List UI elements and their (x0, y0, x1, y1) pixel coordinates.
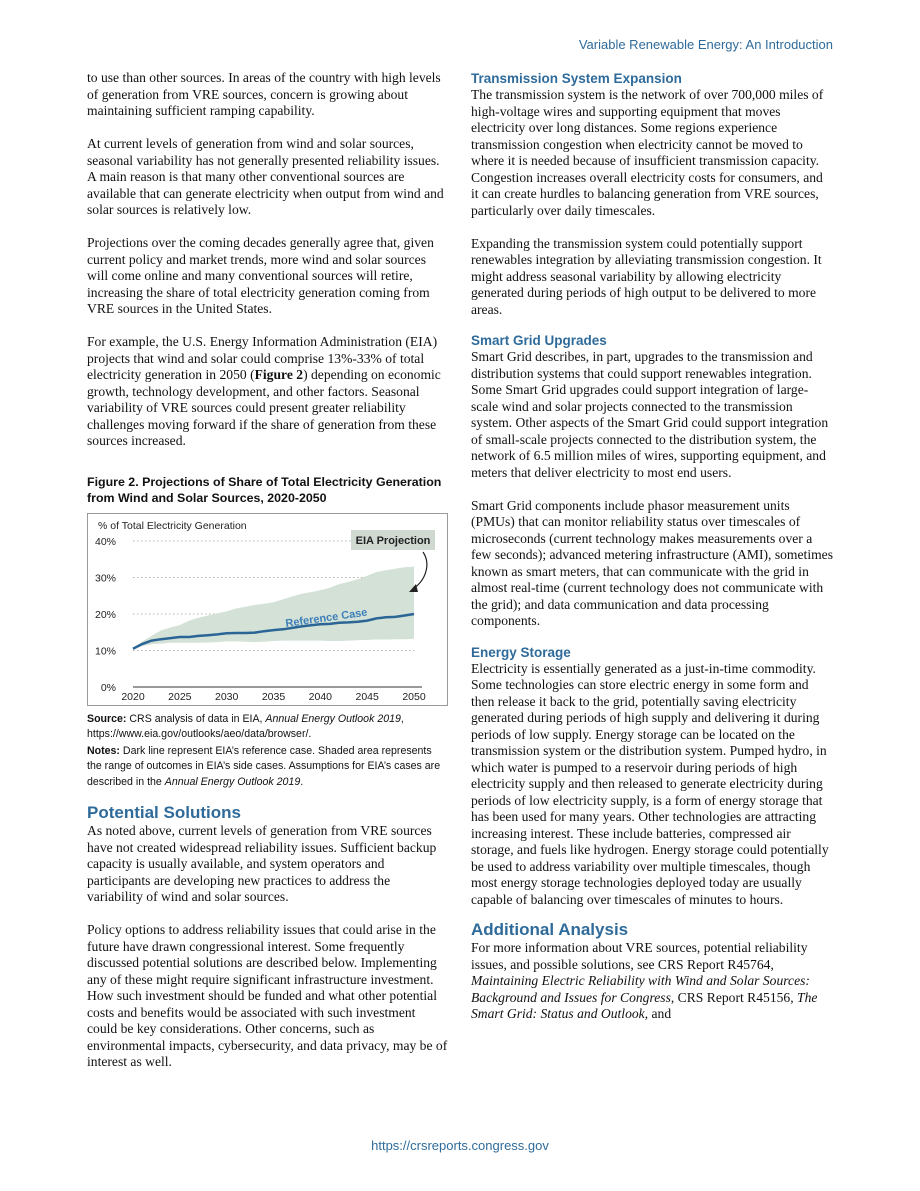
notes-label: Notes: (87, 744, 120, 757)
footer-url[interactable]: https://crsreports.congress.gov (371, 1138, 549, 1153)
annotation-arrow (413, 552, 427, 589)
running-header: Variable Renewable Energy: An Introduction (578, 37, 833, 52)
paragraph: The transmission system is the network of over 700,000 miles of high-voltage wires and supporting equipment that moves electricity over long distances. Some regions experience transmission congestion when electricity cannot be moved to where it is needed because of insufficient transmission capacity. Congestion increases overall electricity costs for consumers, and it can create hurdles to balancing generation from VRE sources, particularly over daily timescales. (471, 87, 824, 218)
paragraph: Projections over the coming decades generally agree that, given current policy and market trends, more wind and solar sources will come online and many conventional sources will retire, increasing the share of total electricity generation coming from VRE sources in the United States. (87, 235, 434, 316)
paragraph: to use than other sources. In areas of the country with high levels of generation from VRE sources, concern is growing about maintaining sufficient ramping capability. (87, 70, 441, 118)
paragraph: Policy options to address reliability issues that could arise in the future have drawn congressional interest. Some frequently discussed potential solutions are described below. Implementing any of these might require significant infrastructure investment. How such investment should be funded and what other potential costs and benefits would be associated with such investment could be key considerations. Other concerns, such as environmental impacts, cybersecurity, and data privacy, may be of interest as well. (87, 922, 448, 1069)
paragraph: As noted above, current levels of generation from VRE sources have not created widespread reliability issues. Sufficient backup capacity is usually available, and system operators and participants are developing new practices to address the variability of wind and solar sources. (87, 823, 437, 904)
notes-text-end: . (300, 775, 304, 788)
right-column (471, 70, 833, 1039)
x-tick-label: 2020 (121, 690, 145, 703)
paragraph: Expanding the transmission system could potentially support renewables integration by alleviating transmission congestion. It might address seasonal variability by allowing electricity generated during periods of high output to be delivered to more areas. (471, 235, 822, 317)
x-tick-label: 2030 (214, 690, 239, 703)
x-tick-label: 2035 (261, 690, 286, 703)
y-tick-label: 20% (94, 608, 116, 621)
heading-smart-grid: Smart Grid Upgrades (471, 333, 607, 348)
heading-transmission: Transmission System Expansion (471, 71, 682, 86)
heading-potential-solutions: Potential Solutions (87, 803, 241, 822)
paragraph-text: ) depending on economic growth, technology development, and other factors. Seasonal variability of VRE sources could present greater reliability challenges moving forward if the share of generation from these sources increased. (87, 367, 441, 448)
reference-case-label: Reference Case (284, 606, 369, 630)
figure-source-note (87, 712, 448, 743)
paragraph-text: , and (644, 1006, 672, 1021)
eia-projection-label: EIA Projection (355, 534, 431, 547)
y-tick-label: 10% (94, 645, 116, 657)
paragraph-text: For example, the U.S. Energy Information Administration (EIA) projects that wind and solar could comprise 13%-33% of total electricity generation in 2050 ( (87, 334, 438, 382)
y-tick-label: 40% (94, 535, 116, 548)
paragraph: Electricity is essentially generated as a just-in-time commodity. Some technologies can store electric energy in some form and then release it back to the grid, potentially saving electricity generated during periods of high supply and delivering it during periods of low supply. Energy storage can be located on the transmission system or the distribution system. Pumped hydro, in which water is pumped to a reservoir during periods of high electricity supply and then released to generate electricity during periods of low electricity supply, is a form of energy storage that has been used for many years. Other technologies are attracting increasing interest. These include batteries, compressed air storage, and fuels like hydrogen. Energy storage could potentially be used to address variability over multiple timescales, though most energy storage technologies deployed today are usually capable of balancing over timescales of minutes to hours. (471, 660, 829, 907)
paragraph: Smart Grid describes, in part, upgrades to the transmission and distribution systems that could support renewables integration. Some Smart Grid upgrades could support integration of large-scale wind and solar projects connected to the transmission system. Other aspects of the Smart Grid could support integration of small-scale projects connected to the distribution system, the network of 6.5 million miles of wires, supporting equipment, and meters that deliver electricity to most end users. (471, 349, 829, 480)
x-tick-label: 2025 (168, 690, 192, 703)
source-url: , https://www.eia.gov/outlooks/aeo/data/browser/. (87, 712, 404, 740)
figure-2-link[interactable]: Figure 2 (254, 367, 304, 382)
x-tick-label: 2050 (402, 690, 426, 703)
paragraph: Smart Grid components include phasor measurement units (PMUs) that can monitor reliability status over timescales of microseconds (current technology makes measurements over a few seconds); advanced metering infrastructure (AMI), sometimes known as smart meters, that can communicate with the grid in almost real-time (current technology does not communicate with the grid); and data communication and data processing components. (471, 497, 833, 628)
y-tick-label: 30% (94, 572, 116, 584)
y-tick-label: 0% (100, 681, 116, 694)
x-tick-label: 2045 (355, 690, 379, 703)
figure-caption: Figure 2. Projections of Share of Total Electricity Generation from Wind and Solar Sources, 2020-2050 (87, 474, 442, 505)
x-tick-label: 2040 (308, 690, 333, 703)
chart-svg (88, 514, 447, 705)
report-title-link[interactable]: The Smart Grid: Status and Outlook (471, 989, 818, 1021)
notes-title: Annual Energy Outlook 2019 (164, 775, 301, 788)
heading-additional-analysis: Additional Analysis (471, 920, 629, 939)
paragraph (87, 334, 448, 450)
heading-energy-storage: Energy Storage (471, 644, 571, 660)
paragraph-text: , CRS Report R45156, (670, 989, 798, 1005)
notes-text: Dark line represent EIA’s reference case. Shaded area represents the range of outcomes in EIA’s side cases. Assumptions for EIA’s cases are described in the (87, 744, 441, 788)
source-title: Annual Energy Outlook 2019 (265, 712, 401, 725)
paragraph-text: For more information about VRE sources, potential reliability issues, and possible solutions, see CRS Report R45764, (471, 940, 808, 972)
y-axis-label: % of Total Electricity Generation (98, 519, 247, 532)
left-column (87, 70, 448, 1087)
source-label: Source: (87, 712, 127, 725)
report-title-link[interactable]: Maintaining Electric Reliability with Wind and Solar Sources: Background and Issues for Congress (471, 973, 810, 1005)
figure-notes (87, 744, 448, 791)
chart-figure-2 (87, 513, 448, 706)
paragraph (471, 940, 833, 1023)
source-text: CRS analysis of data in EIA, (126, 712, 266, 725)
paragraph: At current levels of generation from wind and solar sources, seasonal variability has not generally presented reliability issues. A main reason is that many other conventional sources are available that can generate electricity when output from wind and solar sources is relatively low. (87, 136, 444, 217)
